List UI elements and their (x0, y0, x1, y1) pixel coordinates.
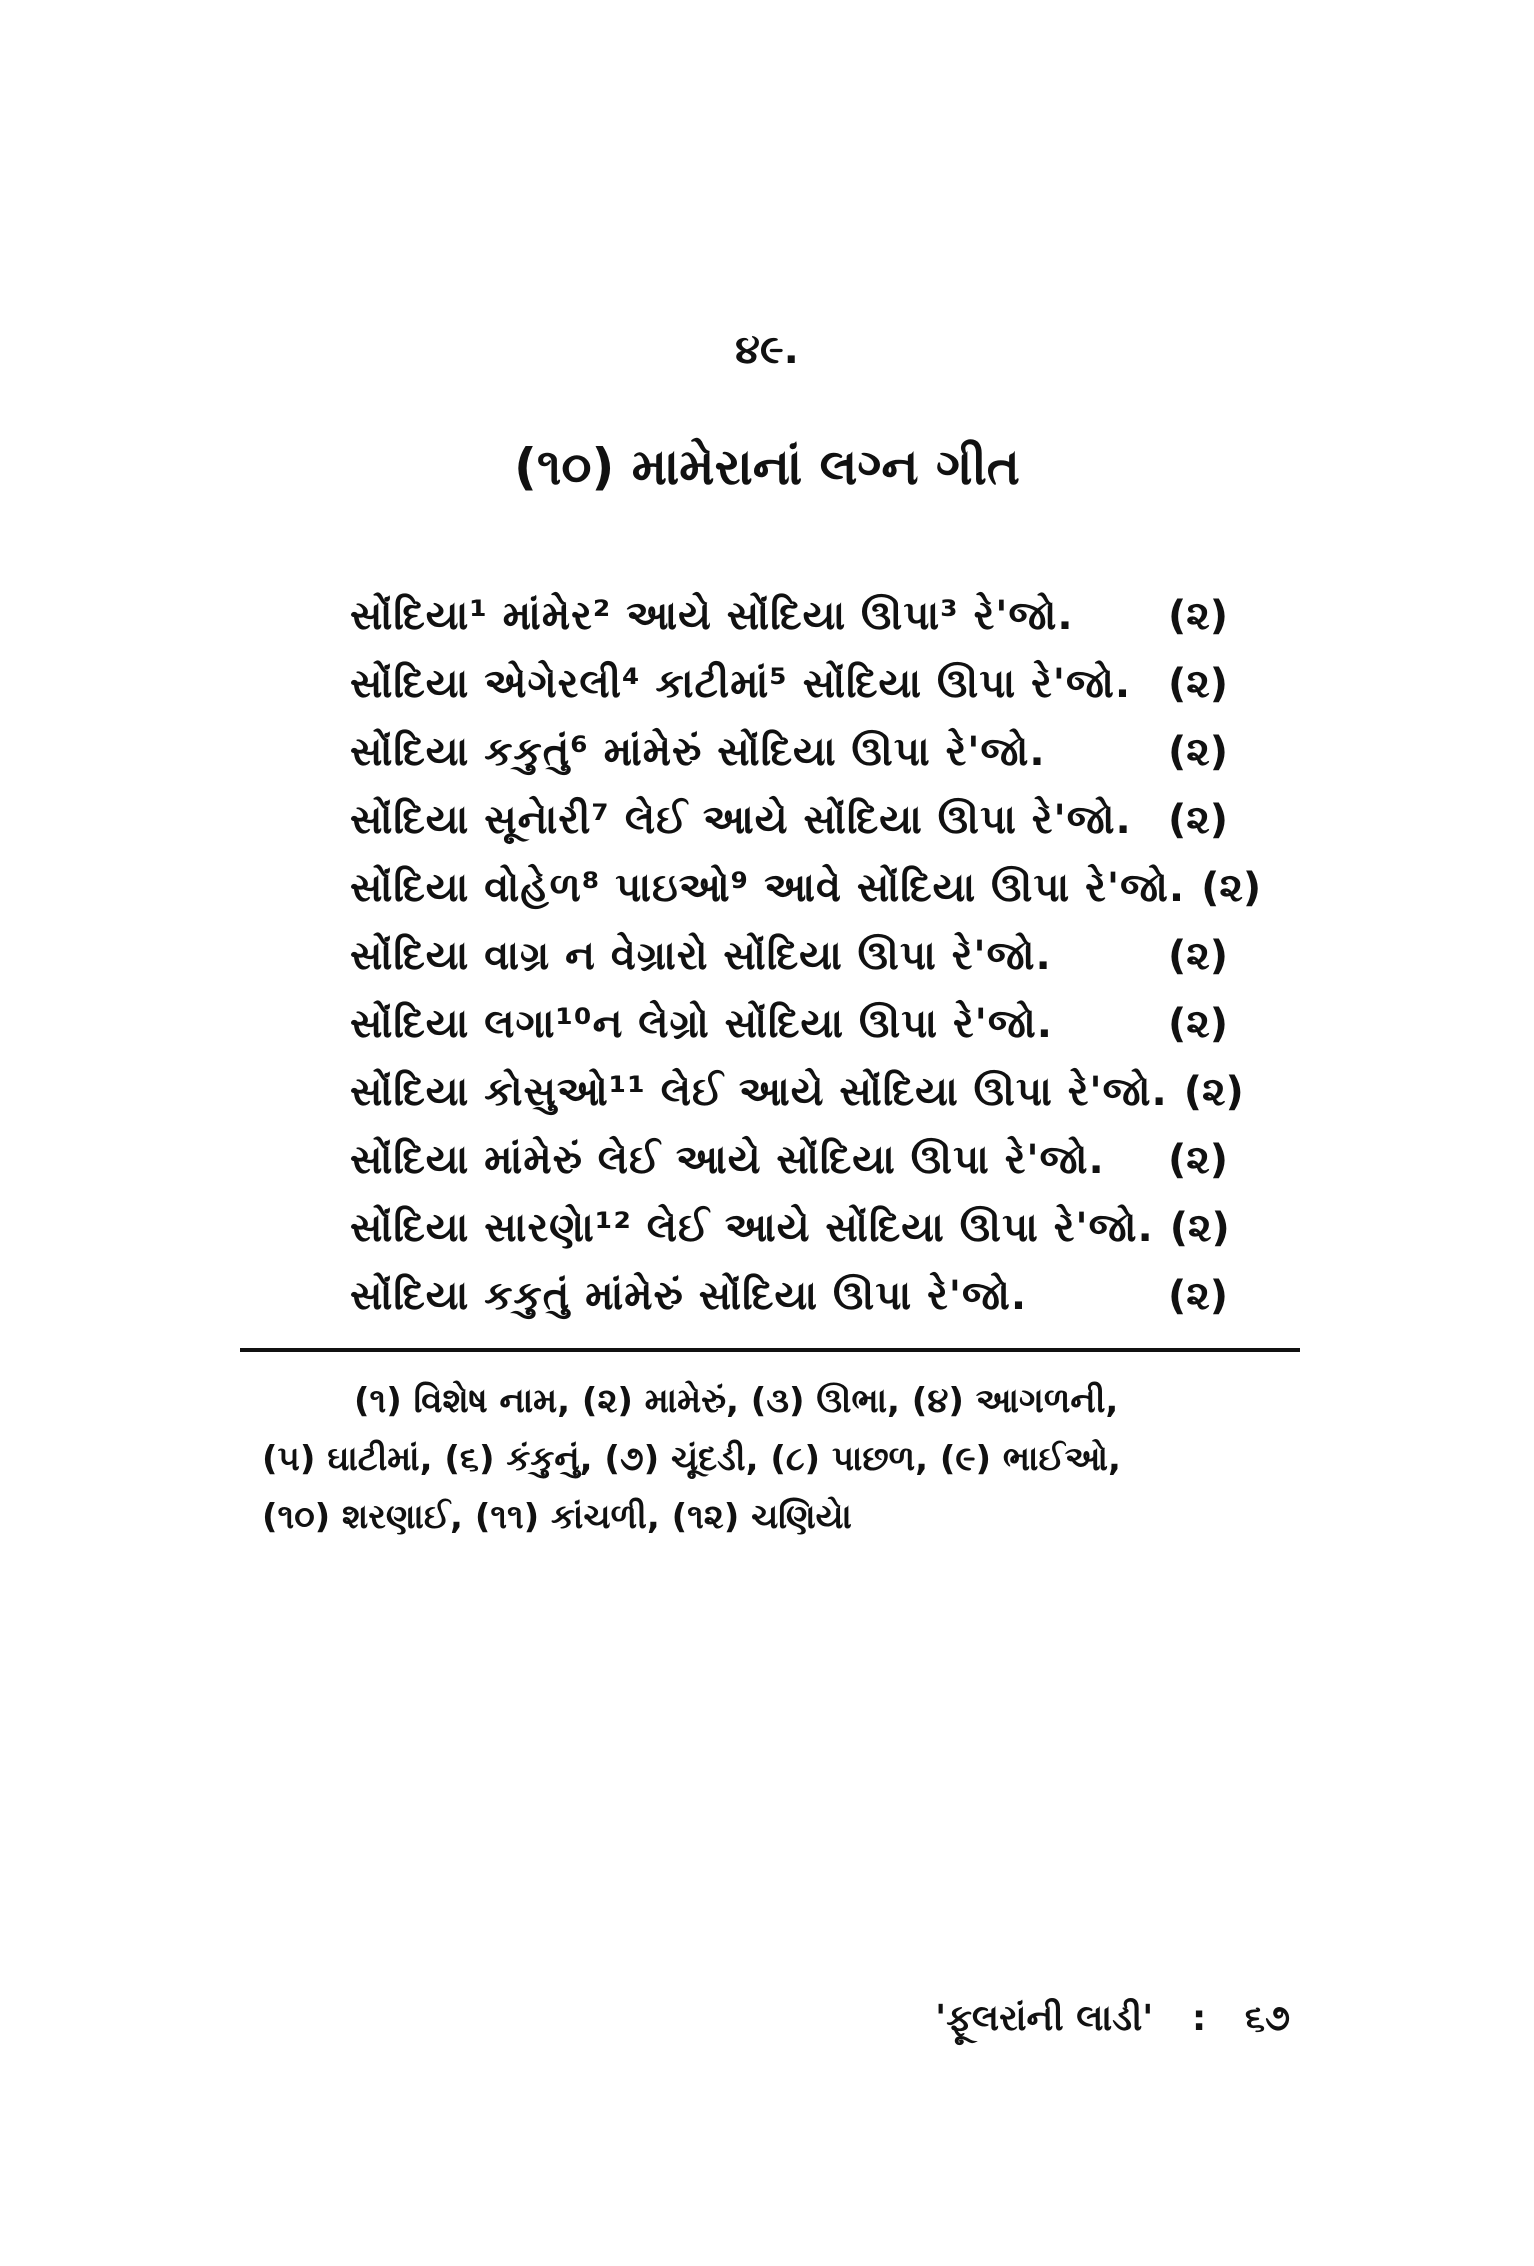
footnote-line: (૧૦) શરણાઈ, (૧૧) કાંચળી, (૧૨) ચણિયેા (262, 1497, 852, 1537)
verse-text: સોંદિયા સારણેા¹² લેઈ આયે સોંદિયા ઊપા રે'જો. (350, 1205, 1154, 1251)
verse-repeat-mark: (૨) (1169, 1205, 1230, 1251)
verse-repeat-mark: (૨) (1167, 593, 1228, 639)
verse-repeat-mark: (૨) (1167, 661, 1228, 707)
verse-text: સોંદિયા એગેરલી⁴ કાટીમાં⁵ સોંદિયા ઊપા રે'જો. (350, 661, 1132, 707)
footnote-line: (૫) ઘાટીમાં, (૬) કંકુનું, (૭) ચૂંદડી, (૮) પાછળ, (૯) ભાઈઓ, (262, 1439, 1121, 1479)
verse-line (350, 718, 1228, 786)
verse-line (350, 1126, 1228, 1194)
verse-line (350, 650, 1228, 718)
footer-book-title: 'ફૂલરાંની લાડી' (935, 1998, 1154, 2039)
footnote-divider (240, 1348, 1300, 1352)
page-footer (890, 1994, 1290, 2044)
footnotes (262, 1372, 1272, 1546)
verse-repeat-mark: (૨) (1167, 797, 1228, 843)
footnote-line: (૧) વિશેષ નામ, (૨) મામેરું, (૩) ઊભા, (૪) આગળની, (354, 1381, 1119, 1421)
verse-repeat-mark: (૨) (1167, 1273, 1228, 1319)
verse-repeat-mark: (૨) (1167, 729, 1228, 775)
verse-repeat-mark: (૨) (1201, 865, 1262, 911)
verse-text: સોંદિયા સૂનેારી⁷ લેઈ આયે સોંદિયા ઊપા રે'જો. (350, 797, 1132, 843)
verse-line (350, 1194, 1228, 1262)
verse-list (350, 582, 1262, 1330)
verse-line (350, 854, 1262, 922)
footer-separator: : (1191, 1998, 1207, 2039)
verse-text: સોંદિયા લગા¹⁰ન લેગ્રો સોંદિયા ઊપા રે'જો. (350, 1001, 1053, 1047)
verse-text: સોંદિયા કોસુઓ¹¹ લેઈ આયે સોંદિયા ઊપા રે'જો. (350, 1069, 1168, 1115)
verse-line (350, 582, 1228, 650)
verse-line (350, 922, 1228, 990)
verse-line (350, 1058, 1244, 1126)
verse-text: સોંદિયા કકુતું માંમેરું સોંદિયા ઊપા રે'જો. (350, 1273, 1028, 1319)
verse-repeat-mark: (૨) (1167, 1001, 1228, 1047)
verse-repeat-mark: (૨) (1167, 1137, 1228, 1183)
verse-text: સોંદિયા કકુતું⁶ માંમેરું સોંદિયા ઊપા રે'જો. (350, 729, 1046, 775)
verse-line (350, 1262, 1228, 1330)
song-title: (૧૦) મામેરાનાં લગ્ન ગીત (514, 438, 1020, 496)
verse-repeat-mark: (૨) (1183, 1069, 1244, 1115)
verse-text: સોંદિયા¹ માંમેર² આયે સોંદિયા ઊપા³ રે'જો. (350, 593, 1074, 639)
song-number: ૪૯. (735, 327, 799, 373)
verse-text: સોંદિયા વાગ્ર ન વેગ્રારો સોંદિયા ઊપા રે'જો. (350, 933, 1052, 979)
verse-repeat-mark: (૨) (1167, 933, 1228, 979)
verse-line (350, 990, 1228, 1058)
verse-text: સોંદિયા માંમેરું લેઈ આયે સોંદિયા ઊપા રે'જો. (350, 1137, 1105, 1183)
verse-text: સોંદિયા વોહેળ⁸ પાઇઓ⁹ આવે સોંદિયા ઊપા રે'જો. (350, 865, 1186, 911)
page-number: ૬૭ (1244, 1998, 1290, 2039)
verse-line (350, 786, 1228, 854)
